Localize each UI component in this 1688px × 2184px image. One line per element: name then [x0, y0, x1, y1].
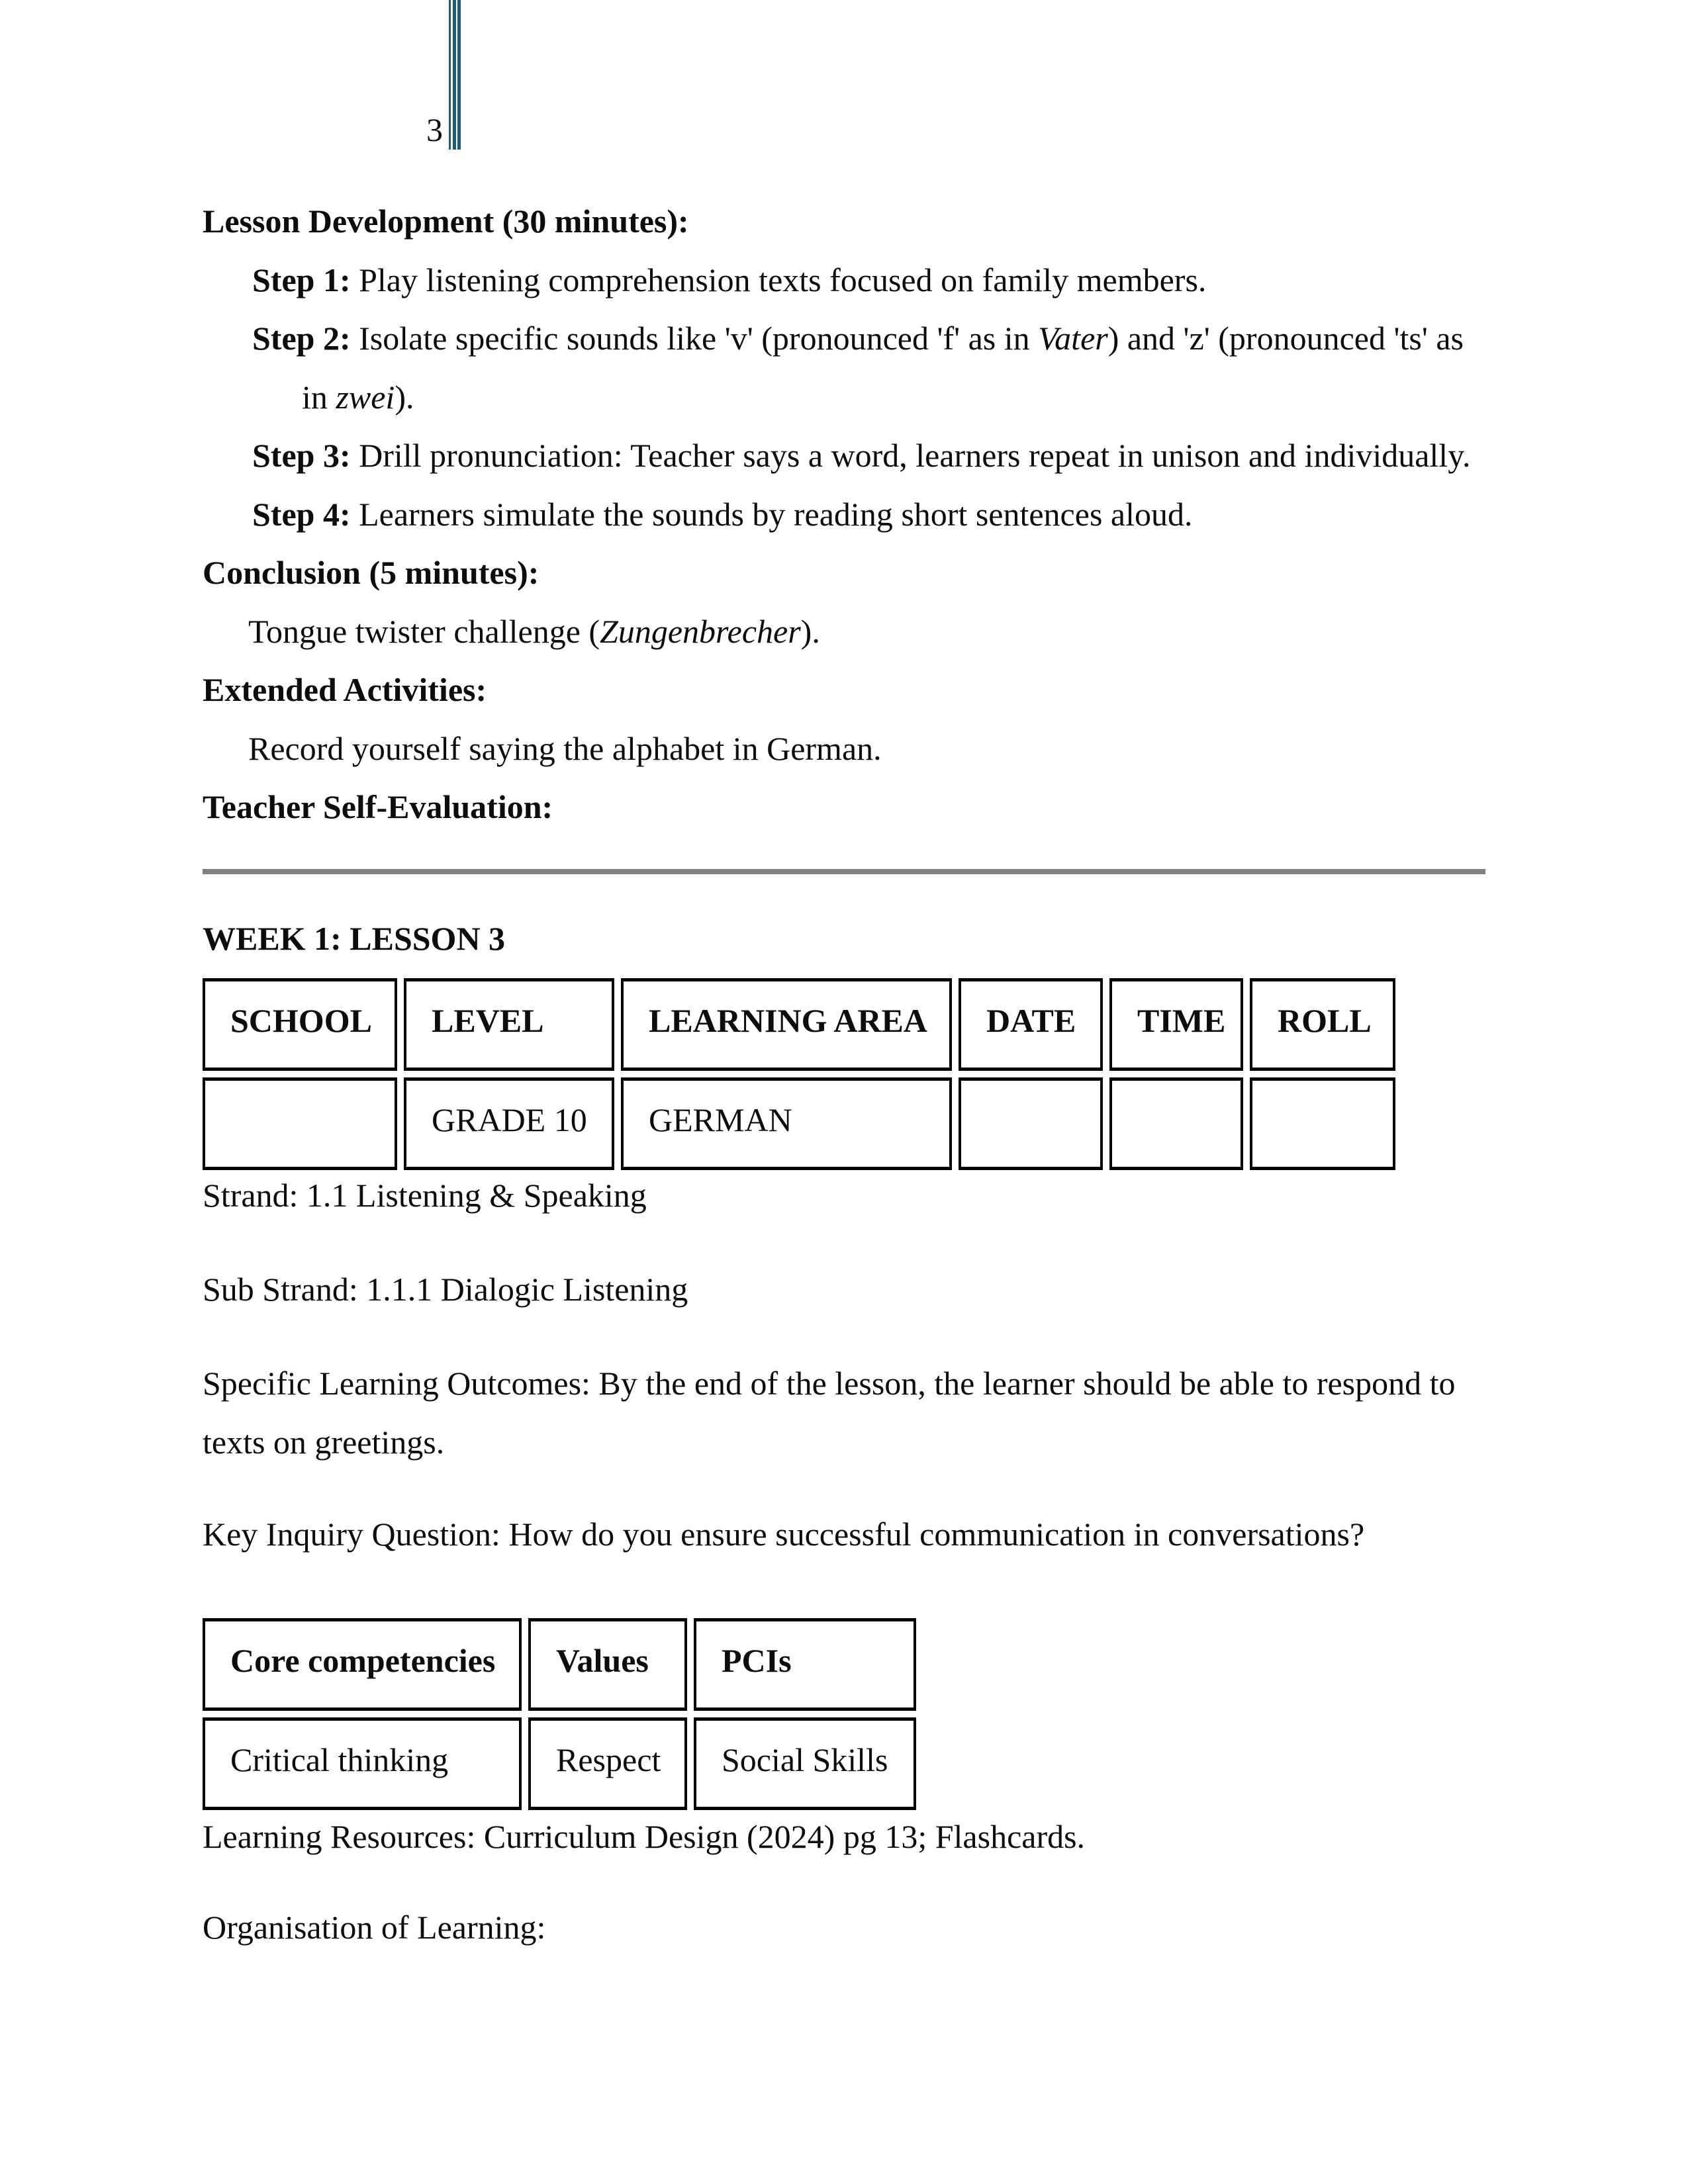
paragraph-key-inquiry: Key Inquiry Question: How do you ensure successful communication in conversations? — [203, 1516, 1365, 1553]
matrix-table-cell-pcis: Social Skills — [694, 1717, 916, 1810]
tongue-twister-italic: Zungenbrecher — [600, 613, 801, 650]
heading-conclusion: Conclusion (5 minutes): — [203, 554, 539, 591]
paragraph-learning-resources: Learning Resources: Curriculum Design (2024) pg 13; Flashcards. — [203, 1818, 1086, 1855]
step-3-text: Drill pronunciation: Teacher says a word, learners repeat in unison and individually. — [359, 437, 1471, 474]
heading-lesson-development: Lesson Development (30 minutes): — [203, 203, 689, 240]
info-table-cell-time — [1109, 1077, 1243, 1170]
info-table-cell-date — [959, 1077, 1103, 1170]
step-1-text: Play listening comprehension texts focused on family members. — [359, 261, 1207, 298]
matrix-table-cell-values: Respect — [528, 1717, 687, 1810]
paragraph-specific-outcomes: Specific Learning Outcomes: By the end of the lesson, the learner should be able to respond to texts on greetings. — [203, 1365, 1456, 1461]
info-table-header-level: LEVEL — [404, 978, 614, 1071]
paragraph-strand: Strand: 1.1 Listening & Speaking — [203, 1177, 647, 1214]
step-2-text-mid: ) and 'z' (pronounced 'ts' as in — [302, 320, 1464, 416]
info-table-header-learning-area: LEARNING AREA — [621, 978, 952, 1071]
heading-extended-activities: Extended Activities: — [203, 671, 487, 708]
info-table-header-school: SCHOOL — [203, 978, 397, 1071]
section-break-line — [449, 0, 461, 150]
info-table-cell-roll — [1250, 1077, 1395, 1170]
paragraph-step-1 — [203, 251, 1489, 310]
step-2-italic-vater: Vater — [1038, 320, 1108, 357]
matrix-table-data-row — [203, 1717, 916, 1810]
info-table — [203, 978, 1395, 1170]
info-table-header-roll: ROLL — [1250, 978, 1395, 1071]
matrix-table-header-core-competencies: Core competencies — [203, 1618, 522, 1711]
info-table-data-row — [203, 1077, 1395, 1170]
paragraph-organisation-of-learning: Organisation of Learning: — [203, 1909, 546, 1946]
tongue-twister-post: ). — [800, 613, 820, 650]
paragraph-step-3 — [203, 426, 1489, 485]
info-table-header-time: TIME — [1109, 978, 1243, 1071]
step-2-text-pre: Isolate specific sounds like 'v' (pronounced 'f' as in — [359, 320, 1039, 357]
info-table-header-row — [203, 978, 1395, 1071]
matrix-table-cell-core-competencies: Critical thinking — [203, 1717, 522, 1810]
paragraph-extended-activity: Record yourself saying the alphabet in German. — [248, 730, 882, 767]
matrix-table-header-values: Values — [528, 1618, 687, 1711]
matrix-table-header-pcis: PCIs — [694, 1618, 916, 1711]
matrix-table-header-row — [203, 1618, 916, 1711]
heading-teacher-self-evaluation: Teacher Self-Evaluation: — [203, 788, 553, 825]
step-3-label: Step 3: — [252, 437, 351, 474]
paragraph-tongue-twister — [248, 602, 820, 660]
paragraph-step-4 — [203, 485, 1489, 544]
step-4-label: Step 4: — [252, 496, 351, 533]
step-2-text-post: ). — [395, 378, 414, 416]
matrix-table — [203, 1618, 916, 1810]
paragraph-step-2 — [203, 309, 1489, 426]
paragraph-sub-strand: Sub Strand: 1.1.1 Dialogic Listening — [203, 1271, 688, 1308]
horizontal-rule — [203, 869, 1485, 874]
step-1-label: Step 1: — [252, 261, 351, 298]
step-4-text: Learners simulate the sounds by reading short sentences aloud. — [359, 496, 1193, 533]
info-table-cell-learning-area: GERMAN — [621, 1077, 952, 1170]
info-table-cell-level: GRADE 10 — [404, 1077, 614, 1170]
info-table-cell-school — [203, 1077, 397, 1170]
tongue-twister-pre: Tongue twister challenge ( — [248, 613, 600, 650]
info-table-header-date: DATE — [959, 978, 1103, 1071]
page-number: 3 — [426, 111, 443, 148]
heading-week-lesson: WEEK 1: LESSON 3 — [203, 920, 506, 957]
step-2-italic-zwei: zwei — [336, 378, 395, 416]
step-2-label: Step 2: — [252, 320, 351, 357]
